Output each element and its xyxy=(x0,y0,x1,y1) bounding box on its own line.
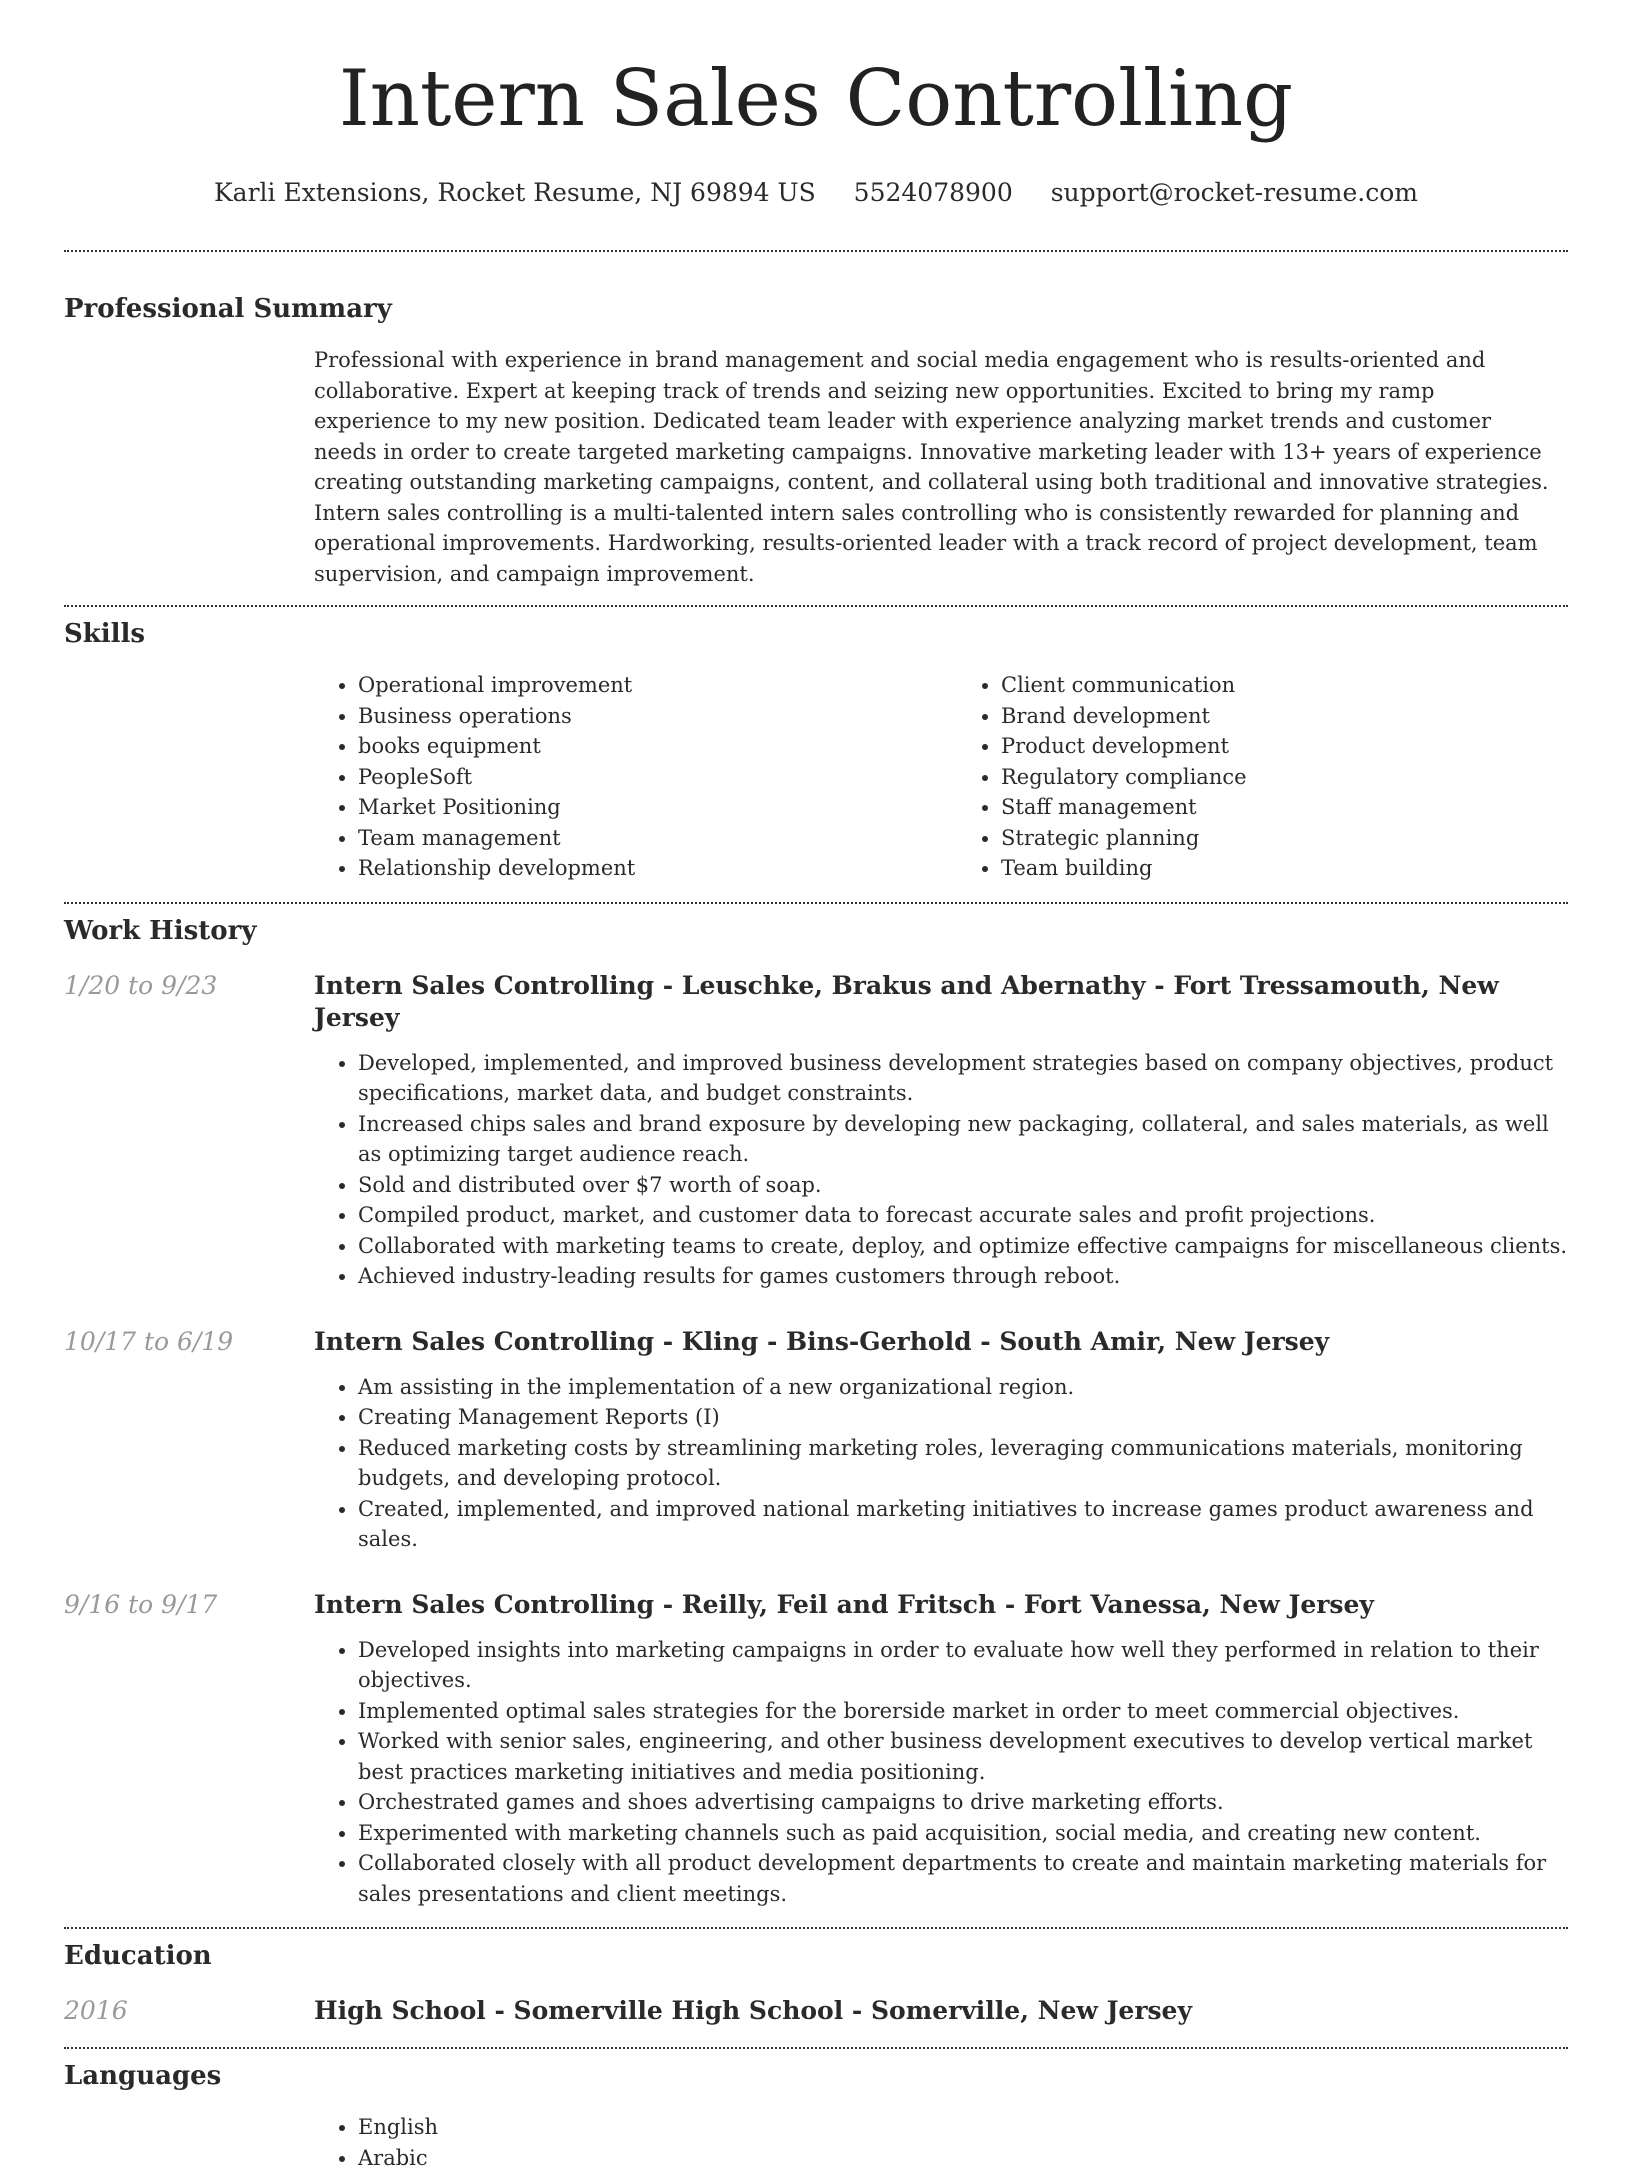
skill-item: • Market Positioning xyxy=(358,792,925,823)
job-bullet: • Worked with senior sales, engineering, and other business development executives to develop vertical market best practices marketing initiatives and media positioning. xyxy=(358,1726,1568,1787)
skill-item: • Operational improvement xyxy=(358,670,925,701)
work-title: Work History xyxy=(64,914,1568,948)
skill-item: • Regulatory compliance xyxy=(1001,762,1568,793)
job-bullet: • Achieved industry-leading results for games customers through reboot. xyxy=(358,1261,1568,1292)
skill-item: • Product development xyxy=(1001,731,1568,762)
job-entry xyxy=(64,970,1568,1292)
job-bullet: • Experimented with marketing channels such as paid acquisition, social media, and creating new content. xyxy=(358,1818,1568,1849)
skill-item: • Brand development xyxy=(1001,701,1568,732)
skills-section xyxy=(64,617,1568,884)
skill-item: • Business operations xyxy=(358,701,925,732)
job-bullet: • Collaborated closely with all product development departments to create and maintain marketing materials for sales presentations and client meetings. xyxy=(358,1848,1568,1909)
language-item: • English xyxy=(358,2112,1568,2143)
job-entry xyxy=(64,1589,1568,1910)
contact-email: support@rocket-resume.com xyxy=(1051,178,1418,207)
resume-page xyxy=(64,0,1568,2173)
job-bullet: • Developed, implemented, and improved business development strategies based on company objectives, product specifications, market data, and budget constraints. xyxy=(358,1048,1568,1109)
education-title-line: High School - Somerville High School - Somerville, New Jersey xyxy=(314,1995,1568,2027)
education-dates: 2016 xyxy=(64,1995,314,2027)
contact-phone: 5524078900 xyxy=(854,178,1013,207)
job-bullets xyxy=(314,1372,1568,1555)
job-title: Intern Sales Controlling - Leuschke, Brakus and Abernathy - Fort Tressamouth, New Jersey xyxy=(314,970,1568,1034)
skill-item: • Team management xyxy=(358,823,925,854)
job-dates: 1/20 to 9/23 xyxy=(64,970,314,1292)
job-title: Intern Sales Controlling - Reilly, Feil and Fritsch - Fort Vanessa, New Jersey xyxy=(314,1589,1568,1621)
summary-section xyxy=(64,292,1568,589)
divider xyxy=(64,250,1568,252)
contact-address: Karli Extensions, Rocket Resume, NJ 69894 US xyxy=(214,178,816,207)
skill-item: • Strategic planning xyxy=(1001,823,1568,854)
skill-item: • books equipment xyxy=(358,731,925,762)
skills-list-left xyxy=(314,670,925,884)
skills-list-right xyxy=(957,670,1568,884)
divider xyxy=(64,902,1568,904)
divider xyxy=(64,1927,1568,1929)
job-bullet: • Am assisting in the implementation of a new organizational region. xyxy=(358,1372,1568,1403)
summary-title: Professional Summary xyxy=(64,292,1568,326)
education-title: Education xyxy=(64,1939,1568,1973)
job-dates: 9/16 to 9/17 xyxy=(64,1589,314,1910)
contact-line xyxy=(64,178,1568,212)
education-section xyxy=(64,1939,1568,2027)
job-bullet: • Sold and distributed over $7 worth of soap. xyxy=(358,1170,1568,1201)
job-bullets xyxy=(314,1635,1568,1910)
job-bullet: • Creating Management Reports (I) xyxy=(358,1402,1568,1433)
job-entry xyxy=(64,1326,1568,1555)
job-bullet: • Reduced marketing costs by streamlining marketing roles, leveraging communications materials, monitoring budgets, and developing protocol. xyxy=(358,1433,1568,1494)
job-bullet: • Implemented optimal sales strategies for the borerside market in order to meet commercial objectives. xyxy=(358,1696,1568,1727)
job-bullet: • Compiled product, market, and customer data to forecast accurate sales and profit projections. xyxy=(358,1200,1568,1231)
skill-item: • Team building xyxy=(1001,853,1568,884)
job-bullet: • Created, implemented, and improved national marketing initiatives to increase games product awareness and sales. xyxy=(358,1494,1568,1555)
languages-title: Languages xyxy=(64,2059,1568,2093)
language-item: • Arabic xyxy=(358,2143,1568,2173)
work-section xyxy=(64,914,1568,1910)
skill-item: • Relationship development xyxy=(358,853,925,884)
education-entry xyxy=(64,1995,1568,2027)
skills-title: Skills xyxy=(64,617,1568,651)
job-dates: 10/17 to 6/19 xyxy=(64,1326,314,1555)
job-title: Intern Sales Controlling - Kling - Bins-Gerhold - South Amir, New Jersey xyxy=(314,1326,1568,1358)
languages-section xyxy=(64,2059,1568,2173)
job-bullets xyxy=(314,1048,1568,1292)
job-bullet: • Increased chips sales and brand exposure by developing new packaging, collateral, and sales materials, as well as optimizing target audience reach. xyxy=(358,1109,1568,1170)
divider xyxy=(64,605,1568,607)
skill-item: • PeopleSoft xyxy=(358,762,925,793)
languages-list xyxy=(314,2112,1568,2173)
skill-item: • Staff management xyxy=(1001,792,1568,823)
job-bullet: • Collaborated with marketing teams to create, deploy, and optimize effective campaigns for miscellaneous clients. xyxy=(358,1231,1568,1262)
summary-text: Professional with experience in brand management and social media engagement who is results-oriented and collaborative. Expert at keeping track of trends and seizing new opportunities. Excited to bring my ramp experience to my new position. Dedicated team leader with experience analyzing market trends and customer needs in order to create targeted marketing campaigns. Innovative marketing leader with 13+ years of experience creating outstanding marketing campaigns, content, and collateral using both traditional and innovative strategies. Intern sales controlling is a multi-talented intern sales controlling who is consistently rewarded for planning and operational improvements. Hardworking, results-oriented leader with a track record of project development, team supervision, and campaign improvement. xyxy=(314,345,1554,589)
job-bullet: • Orchestrated games and shoes advertising campaigns to drive marketing efforts. xyxy=(358,1787,1568,1818)
job-bullet: • Developed insights into marketing campaigns in order to evaluate how well they performed in relation to their objectives. xyxy=(358,1635,1568,1696)
divider xyxy=(64,2047,1568,2049)
skill-item: • Client communication xyxy=(1001,670,1568,701)
resume-name: Intern Sales Controlling xyxy=(64,0,1568,144)
